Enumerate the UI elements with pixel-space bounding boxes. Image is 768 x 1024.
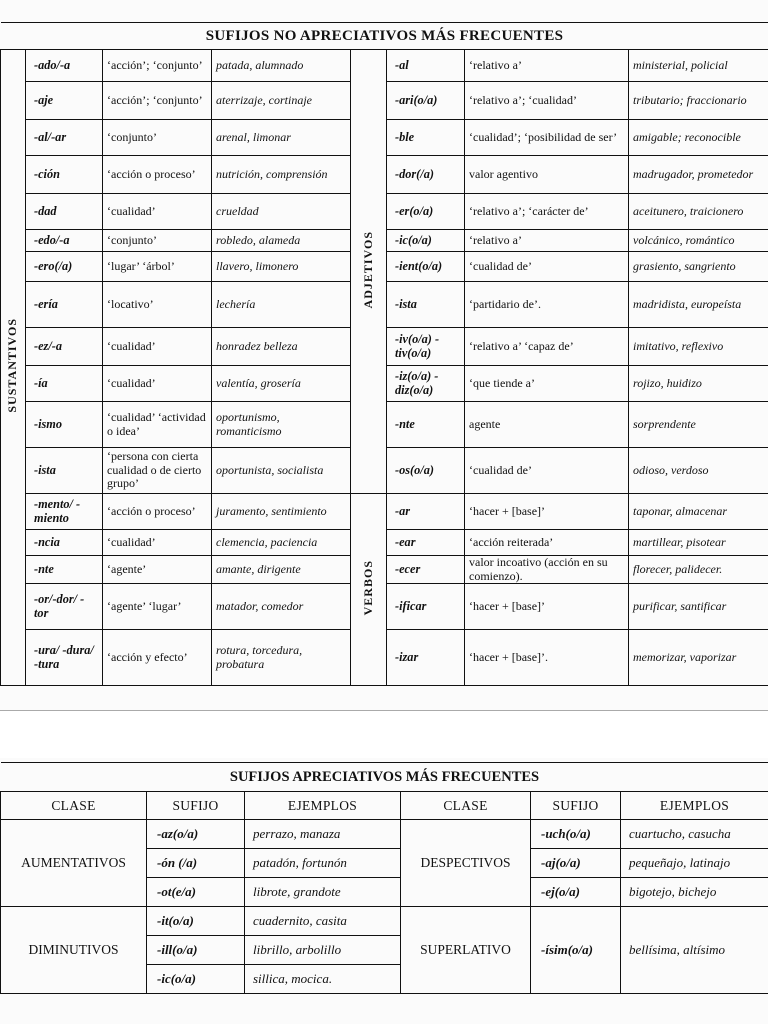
meaning-cell: ‘cualidad’ (103, 530, 212, 556)
suffix-cell: -ísim(o/a) (531, 907, 621, 994)
meaning-cell: ‘acción’; ‘conjunto’ (103, 50, 212, 82)
group-label-verbos: VERBOS (351, 494, 387, 686)
examples-cell: rojizo, huidizo (629, 366, 768, 402)
examples-cell: juramento, sentimiento (212, 494, 351, 530)
examples-cell: valentía, grosería (212, 366, 351, 402)
suffix-cell: -mento/ -miento (26, 494, 103, 530)
meaning-cell: ‘cualidad de’ (465, 252, 629, 282)
suffix-cell: -ble (387, 120, 465, 156)
suffix-cell: -al/-ar (26, 120, 103, 156)
header-clase: CLASE (1, 792, 147, 820)
examples-cell: tributario; fraccionario (629, 82, 768, 120)
meaning-cell: ‘conjunto’ (103, 120, 212, 156)
header-ejemplos: EJEMPLOS (245, 792, 401, 820)
suffix-cell: -ot(e/a) (147, 878, 245, 907)
suffix-cell: -ient(o/a) (387, 252, 465, 282)
class-cell: AUMENTATIVOS (1, 820, 147, 907)
header-clase: CLASE (401, 792, 531, 820)
header-sufijo: SUFIJO (531, 792, 621, 820)
examples-cell: patada, alumnado (212, 50, 351, 82)
suffix-cell: -ón (/a) (147, 849, 245, 878)
examples-cell: madrugador, prometedor (629, 156, 768, 194)
suffix-cell: -dad (26, 194, 103, 230)
meaning-cell: ‘cualidad de’ (465, 448, 629, 494)
group-label-adjetivos: ADJETIVOS (351, 50, 387, 494)
header-sufijo: SUFIJO (147, 792, 245, 820)
suffix-cell: -ej(o/a) (531, 878, 621, 907)
suffix-cell: -ecer (387, 556, 465, 584)
meaning-cell: ‘cualidad’ ‘actividad o idea’ (103, 402, 212, 448)
meaning-cell: ‘relativo a’; ‘carácter de’ (465, 194, 629, 230)
table-title: SUFIJOS NO APRECIATIVOS MÁS FRECUENTES (1, 23, 768, 50)
examples-cell: aceitunero, traicionero (629, 194, 768, 230)
suffix-cell: -ción (26, 156, 103, 194)
suffix-cell: -aje (26, 82, 103, 120)
suffix-cell: -nte (26, 556, 103, 584)
meaning-cell: ‘acción y efecto’ (103, 630, 212, 686)
examples-cell: martillear, pisotear (629, 530, 768, 556)
suffix-cell: -ear (387, 530, 465, 556)
table-row (1, 50, 768, 82)
meaning-cell: ‘acción o proceso’ (103, 156, 212, 194)
suffix-cell: -er(o/a) (387, 194, 465, 230)
examples-cell: amigable; reconocible (629, 120, 768, 156)
meaning-cell: ‘cualidad’ (103, 194, 212, 230)
meaning-cell: ‘hacer + [base]’ (465, 584, 629, 630)
meaning-cell: agente (465, 402, 629, 448)
examples-cell: rotura, torcedura, probatura (212, 630, 351, 686)
examples-cell: clemencia, paciencia (212, 530, 351, 556)
suffix-cell: -it(o/a) (147, 907, 245, 936)
examples-cell: madridista, europeísta (629, 282, 768, 328)
meaning-cell: ‘agente’ ‘lugar’ (103, 584, 212, 630)
suffix-cell: -aj(o/a) (531, 849, 621, 878)
meaning-cell: ‘locativo’ (103, 282, 212, 328)
suffix-cell: -ar (387, 494, 465, 530)
group-label-sustantivos: SUSTANTIVOS (1, 50, 26, 686)
suffix-cell: -ería (26, 282, 103, 328)
suffix-cell: -ic(o/a) (147, 965, 245, 994)
header-ejemplos: EJEMPLOS (621, 792, 768, 820)
table-title: SUFIJOS APRECIATIVOS MÁS FRECUENTES (1, 763, 768, 792)
examples-cell: perrazo, manaza (245, 820, 401, 849)
suffix-cell: -dor(/a) (387, 156, 465, 194)
examples-cell: amante, dirigente (212, 556, 351, 584)
meaning-cell: ‘agente’ (103, 556, 212, 584)
suffix-cell: -iz(o/a) -diz(o/a) (387, 366, 465, 402)
examples-cell: imitativo, reflexivo (629, 328, 768, 366)
examples-cell: sillica, mocica. (245, 965, 401, 994)
meaning-cell: ‘relativo a’; ‘cualidad’ (465, 82, 629, 120)
examples-cell: volcánico, romántico (629, 230, 768, 252)
examples-cell: cuartucho, casucha (621, 820, 768, 849)
examples-cell: llavero, limonero (212, 252, 351, 282)
class-cell: SUPERLATIVO (401, 907, 531, 994)
no-apreciativos-table (0, 22, 768, 686)
suffix-cell: -ic(o/a) (387, 230, 465, 252)
suffix-cell: -ista (387, 282, 465, 328)
examples-cell: lechería (212, 282, 351, 328)
examples-cell: aterrizaje, cortinaje (212, 82, 351, 120)
suffix-cell: -ari(o/a) (387, 82, 465, 120)
table-row (1, 820, 768, 849)
examples-cell: florecer, palidecer. (629, 556, 768, 584)
suffix-cell: -izar (387, 630, 465, 686)
examples-cell: ministerial, policial (629, 50, 768, 82)
meaning-cell: ‘cualidad’ (103, 366, 212, 402)
suffix-cell: -ificar (387, 584, 465, 630)
suffix-cell: -al (387, 50, 465, 82)
examples-cell: pequeñajo, latinajo (621, 849, 768, 878)
suffix-cell: -az(o/a) (147, 820, 245, 849)
table-row (1, 494, 768, 530)
examples-cell: matador, comedor (212, 584, 351, 630)
suffix-cell: -nte (387, 402, 465, 448)
examples-cell: oportunista, socialista (212, 448, 351, 494)
suffix-cell: -ismo (26, 402, 103, 448)
suffix-cell: -or/-dor/ -tor (26, 584, 103, 630)
meaning-cell: ‘acción reiterada’ (465, 530, 629, 556)
suffix-cell: -ncia (26, 530, 103, 556)
table-row (1, 907, 768, 936)
examples-cell: honradez belleza (212, 328, 351, 366)
suffix-cell: -ura/ -dura/ -tura (26, 630, 103, 686)
examples-cell: oportunismo, romanticismo (212, 402, 351, 448)
examples-cell: nutrición, comprensión (212, 156, 351, 194)
examples-cell: librote, grandote (245, 878, 401, 907)
meaning-cell: ‘lugar’ ‘árbol’ (103, 252, 212, 282)
examples-cell: patadón, fortunón (245, 849, 401, 878)
meaning-cell: ‘acción o proceso’ (103, 494, 212, 530)
examples-cell: librillo, arbolillo (245, 936, 401, 965)
meaning-cell: ‘partidario de’. (465, 282, 629, 328)
examples-cell: arenal, limonar (212, 120, 351, 156)
meaning-cell: ‘persona con cierta cualidad o de cierto grupo’ (103, 448, 212, 494)
suffix-cell: -ero(/a) (26, 252, 103, 282)
suffix-cell: -ado/-a (26, 50, 103, 82)
suffix-cell: -ill(o/a) (147, 936, 245, 965)
suffix-cell: -uch(o/a) (531, 820, 621, 849)
meaning-cell: ‘cualidad’ (103, 328, 212, 366)
meaning-cell: ‘conjunto’ (103, 230, 212, 252)
suffix-cell: -ista (26, 448, 103, 494)
class-cell: DIMINUTIVOS (1, 907, 147, 994)
suffix-cell: -iv(o/a) -tiv(o/a) (387, 328, 465, 366)
examples-cell: taponar, almacenar (629, 494, 768, 530)
meaning-cell: ‘cualidad’; ‘posibilidad de ser’ (465, 120, 629, 156)
meaning-cell: ‘relativo a’ ‘capaz de’ (465, 328, 629, 366)
examples-cell: memorizar, vaporizar (629, 630, 768, 686)
meaning-cell: valor agentivo (465, 156, 629, 194)
meaning-cell: ‘hacer + [base]’. (465, 630, 629, 686)
suffix-cell: -edo/-a (26, 230, 103, 252)
apreciativos-table (0, 762, 768, 994)
suffix-cell: -ía (26, 366, 103, 402)
examples-cell: odioso, verdoso (629, 448, 768, 494)
meaning-cell: ‘relativo a’ (465, 230, 629, 252)
examples-cell: sorprendente (629, 402, 768, 448)
examples-cell: robledo, alameda (212, 230, 351, 252)
examples-cell: bigotejo, bichejo (621, 878, 768, 907)
meaning-cell: ‘que tiende a’ (465, 366, 629, 402)
examples-cell: purificar, santificar (629, 584, 768, 630)
class-cell: DESPECTIVOS (401, 820, 531, 907)
examples-cell: bellísima, altísimo (621, 907, 768, 994)
examples-cell: grasiento, sangriento (629, 252, 768, 282)
meaning-cell: ‘acción’; ‘conjunto’ (103, 82, 212, 120)
meaning-cell: ‘relativo a’ (465, 50, 629, 82)
examples-cell: crueldad (212, 194, 351, 230)
suffix-cell: -os(o/a) (387, 448, 465, 494)
meaning-cell: valor incoativo (acción en su comienzo). (465, 556, 629, 584)
meaning-cell: ‘hacer + [base]’ (465, 494, 629, 530)
suffix-cell: -ez/-a (26, 328, 103, 366)
examples-cell: cuadernito, casita (245, 907, 401, 936)
